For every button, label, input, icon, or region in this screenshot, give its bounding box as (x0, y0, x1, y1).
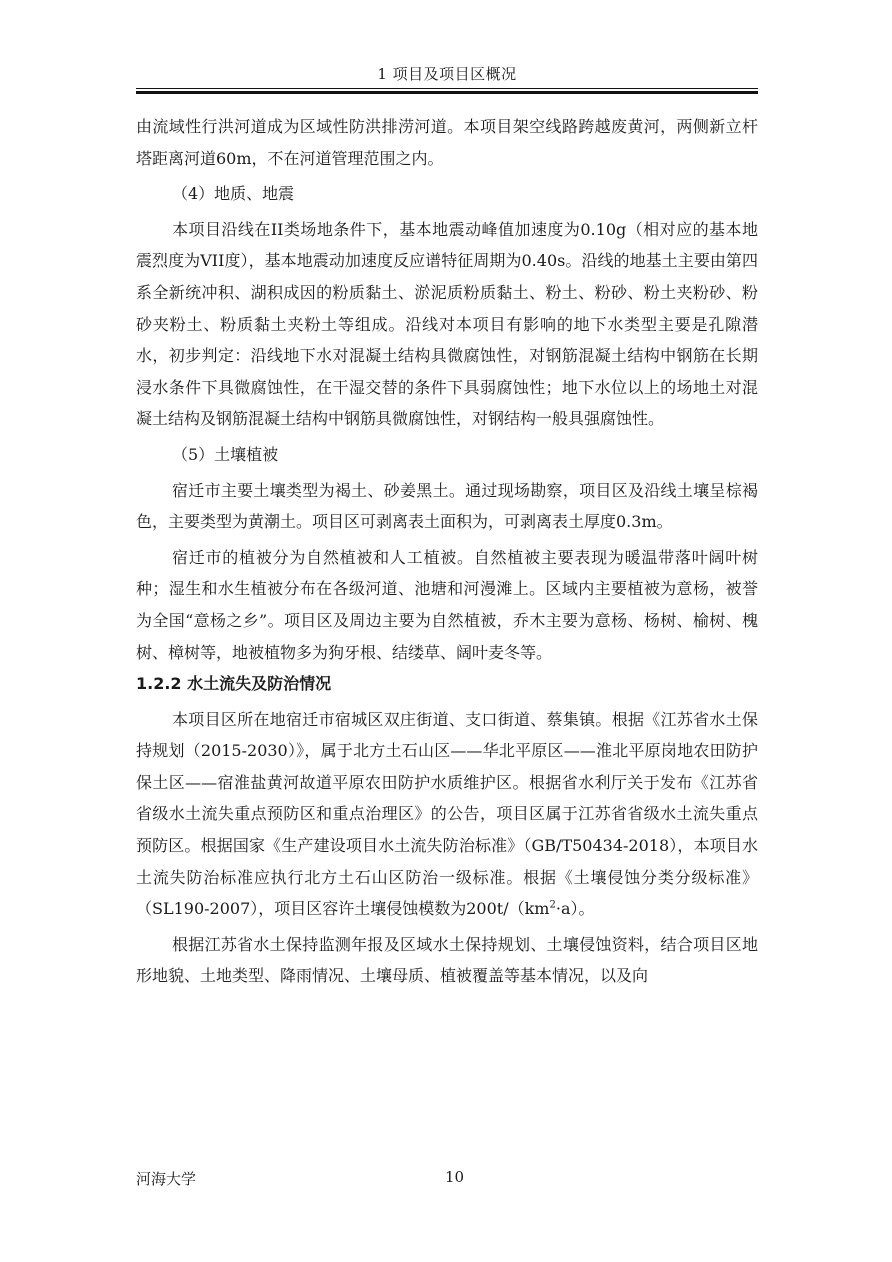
footer-organization: 河海大学 (136, 1170, 197, 1188)
paragraph-geology: 本项目沿线在II类场地条件下，基本地震动峰值加速度为0.10g（相对应的基本地震烈度为VII度），基本地震动加速度反应谱特征周期为0.40s。沿线的地基土主要由第四系全新统冲积、湖积成因的粉质黏土、淤泥质粉质黏土、粉土、粉砂、粉土夹粉砂、粉砂夹粉土、粉质黏土夹粉土等组成。沿线对本项目有影响的地下水类型主要是孔隙潜水，初步判定：沿线地下水对混凝土结构具微腐蚀性，对钢筋混凝土结构中钢筋在长期浸水条件下具微腐蚀性，在干湿交替的条件下具弱腐蚀性；地下水位以上的场地土对混凝土结构及钢筋混凝土结构中钢筋具微腐蚀性，对钢结构一般具强腐蚀性。 (136, 219, 758, 429)
paragraph-erosion-monitoring: 根据江苏省水土保持监测年报及区域水土保持规划、土壤侵蚀资料，结合项目区地形地貌、土地类型、降雨情况、土壤母质、植被覆盖等基本情况，以及向 (136, 934, 758, 986)
paragraph-soil: 宿迁市主要土壤类型为褐土、砂姜黑土。通过现场勘察，项目区及沿线土壤呈棕褐色，主要类型为黄潮土。项目区可剥离表土面积为，可剥离表土厚度0.3m。 (136, 480, 758, 532)
header-rule-thin (136, 88, 758, 89)
running-header: 1 项目及项目区概况 (377, 65, 517, 83)
section-heading-soil-erosion: 1.2.2 水土流失及防治情况 (136, 674, 332, 694)
erosion-text-end: ·a）。 (555, 899, 595, 919)
header-rule-thick (136, 91, 758, 94)
superscript-two: 2 (549, 899, 556, 911)
paragraph-vegetation: 宿迁市的植被分为自然植被和人工植被。自然植被主要表现为暖温带落叶阔叶树种；湿生和水生植被分布在各级河道、池塘和河漫滩上。区域内主要植被为意杨，被誉为全国“意杨之乡”。项目区及周边主要为自然植被，乔木主要为意杨、杨树、榆树、槐树、樟树等，地被植物多为狗牙根、结缕草、阔叶麦冬等。 (136, 547, 758, 662)
subheading-soil-vegetation: （5）土壤植被 (172, 444, 279, 464)
erosion-text-main: 本项目区所在地宿迁市宿城区双庄街道、支口街道、蔡集镇。根据《江苏省水土保持规划（2015-2030）》，属于北方土石山区——华北平原区——淮北平原岗地农田防护保土区——宿淮盐黄河故道平原农田防护水质维护区。根据省水利厅关于发布《江苏省省级水土流失重点预防区和重点治理区》的公告，项目区属于江苏省省级水土流失重点预防区。根据国家《生产建设项目水土流失防治标准》（GB/T50434-2018），本项目水土流失防治标准应执行北方土石山区防治一级标准。根据《土壤侵蚀分类分级标准》（SL190-2007），项目区容许土壤侵蚀模数为200t/（km (136, 709, 758, 919)
paragraph-river-continuation: 由流域性行洪河道成为区域性防洪排涝河道。本项目架空线路跨越废黄河，两侧新立杆塔距离河道60m，不在河道管理范围之内。 (136, 117, 758, 168)
subheading-geology: （4）地质、地震 (172, 184, 295, 204)
paragraph-erosion-zoning (136, 704, 758, 925)
page-number: 10 (445, 1168, 465, 1186)
page-body (136, 111, 758, 992)
